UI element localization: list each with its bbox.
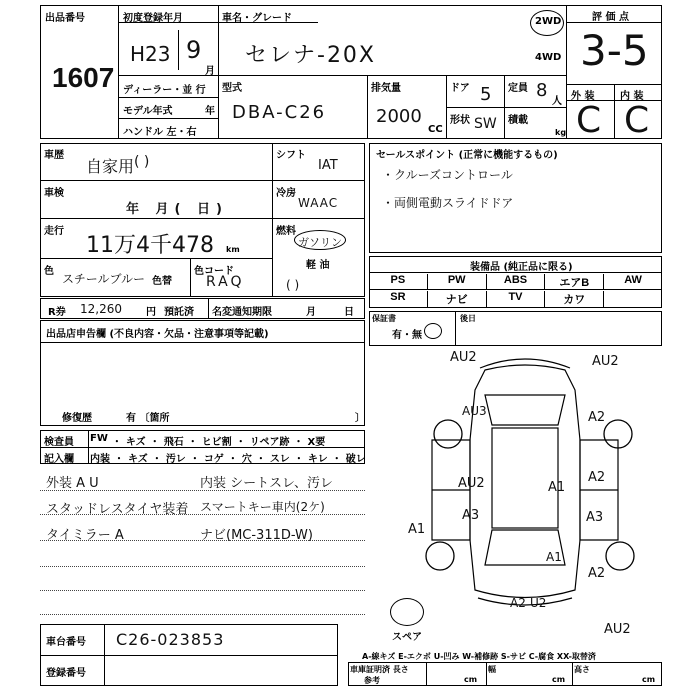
- displacement-unit: CC: [428, 124, 443, 135]
- entry-item: 破レ: [345, 454, 366, 465]
- divider: [178, 30, 179, 70]
- mark-right-rear-door: A3: [586, 510, 604, 525]
- shift-value: IAT: [318, 158, 338, 173]
- history-paren: ( ): [134, 154, 150, 170]
- legend-unit-3: cm: [642, 675, 656, 684]
- repair-value: 有 〔箇所: [126, 413, 170, 424]
- divider: [218, 5, 219, 139]
- dealer-label: ディーラー・並 行: [123, 85, 206, 96]
- capacity-value: 8: [536, 80, 548, 101]
- after-label: 後日: [460, 314, 476, 323]
- inspection-text: 年 月( 日): [126, 202, 228, 217]
- mark-right-front-door: A2: [588, 470, 606, 485]
- chassis-value: C26-023853: [116, 630, 225, 649]
- repair-close: 〕: [355, 413, 365, 424]
- warranty-value: 有・無: [392, 330, 422, 341]
- entry-item: キズ: [128, 454, 148, 465]
- history-label: 車歴: [44, 150, 64, 161]
- mark-left-side: A1: [408, 522, 426, 537]
- interior-label: 内 装: [620, 91, 644, 102]
- repair-label: 修復歴: [62, 413, 92, 424]
- entry-item: キレ: [307, 454, 328, 465]
- divider: [118, 97, 218, 98]
- transfer-day: 日: [344, 307, 354, 318]
- divider: [88, 430, 89, 464]
- remark-line: [40, 590, 365, 591]
- shift-label: シフト: [276, 150, 306, 161]
- entry-item: 穴: [241, 454, 252, 465]
- divider: [272, 180, 365, 181]
- interior-grade: C: [624, 100, 650, 141]
- entry-label: 記入欄: [44, 454, 74, 465]
- divider: [486, 662, 487, 686]
- color-label: 色: [44, 266, 54, 277]
- inspector-item: 飛石: [163, 437, 184, 448]
- separator: ・: [255, 454, 266, 465]
- legend-text: A-線キズ E-エクボ U-凹み W-補修跡 S-サビ C-腐食 XX-取替済: [362, 652, 596, 661]
- equipment-item: エアB: [545, 274, 604, 290]
- inspector-items: [90, 433, 365, 448]
- equipment-item: PW: [428, 274, 487, 290]
- drive-4wd: 4WD: [535, 52, 562, 63]
- remark-line: [40, 566, 365, 567]
- color-change-label: 色替: [152, 276, 172, 287]
- remark-1: 外装 A U: [46, 476, 99, 491]
- inspector-item: リペア跡: [249, 437, 290, 448]
- separator: ・: [111, 437, 122, 448]
- mark-rear-bumper: AU2: [604, 622, 631, 637]
- score: 3-5: [580, 26, 649, 75]
- separator: ・: [235, 437, 246, 448]
- doors-value: 5: [480, 84, 492, 105]
- load-unit: kg: [555, 128, 567, 137]
- mark-rear-1: A2: [510, 596, 526, 610]
- mark-rear-2: U2: [530, 596, 547, 610]
- divider: [566, 84, 662, 85]
- warranty-label: 保証書: [372, 314, 396, 323]
- handle-label: ハンドル 左・右: [123, 127, 197, 138]
- color-code-value: RAQ: [206, 274, 245, 290]
- separator: ・: [227, 454, 238, 465]
- reg-era: H23: [130, 42, 171, 66]
- divider: [455, 311, 456, 346]
- drive-2wd: 2WD: [535, 16, 562, 27]
- legend-height: 高さ: [574, 665, 590, 674]
- fuel-gas-circle: [294, 230, 346, 250]
- equipment-item: カワ: [545, 291, 604, 307]
- mileage-value: 11万4千478: [86, 233, 214, 258]
- lot-number: 1607: [52, 62, 115, 93]
- inspector-item: ヒビ割: [201, 437, 232, 448]
- mark-rear-window: A1: [546, 550, 562, 564]
- shape-value: SW: [474, 116, 497, 132]
- transfer-label: 名変通知期限: [212, 307, 272, 318]
- entry-item: スレ: [269, 454, 290, 465]
- recycle-amount: 12,260: [80, 302, 122, 316]
- inspector-item: キズ: [125, 437, 146, 448]
- divider: [118, 75, 566, 76]
- legend-width: 幅: [488, 665, 496, 674]
- equipment-item: [604, 291, 662, 307]
- equipment-item: PS: [369, 274, 428, 290]
- divider: [272, 143, 273, 297]
- legend-length: 車庫証明済 長さ: [350, 665, 409, 674]
- separator: ・: [151, 454, 162, 465]
- divider: [40, 218, 272, 219]
- divider: [40, 342, 365, 343]
- equipment-row-1: [369, 274, 662, 290]
- recycle-amount-unit: 円: [146, 307, 156, 318]
- equipment-item: SR: [369, 291, 428, 307]
- color-code-label: 色コード: [194, 266, 234, 277]
- equipment-item: ナビ: [428, 291, 487, 307]
- load-label: 積載: [508, 115, 528, 126]
- inspection-label: 車検: [44, 188, 64, 199]
- reg-label: 初度登録年月: [123, 13, 183, 24]
- type-label: 型式: [222, 83, 242, 94]
- spare-tire-circle: [390, 598, 424, 626]
- displacement-value: 2000: [376, 106, 422, 127]
- mark-front-left: AU2: [450, 350, 477, 365]
- mark-left-front-door: AU2: [458, 476, 485, 491]
- color-value: スチールブルー: [62, 272, 146, 286]
- mark-left-rear-door: A3: [462, 508, 480, 523]
- remark-3: スタッドレスタイヤ装着: [46, 502, 189, 517]
- divider: [572, 662, 573, 686]
- separator: ・: [114, 454, 124, 465]
- car-label: 車名・グレード: [222, 13, 292, 24]
- divider: [104, 624, 105, 686]
- legend-unit-2: cm: [552, 675, 566, 684]
- divider: [272, 218, 365, 219]
- model-year-label: モデル年式: [123, 106, 173, 117]
- mark-left-fender: AU3: [462, 404, 487, 418]
- spare-label: スペア: [392, 632, 422, 643]
- type-value: DBA-C26: [232, 102, 327, 123]
- mileage-label: 走行: [44, 226, 64, 237]
- equipment-title: 装備品 (純正品に限る): [470, 262, 573, 273]
- fuel-gas: ガソリン: [298, 236, 342, 249]
- inspector-item: FW: [90, 433, 108, 444]
- car-name: セレナ-20X: [245, 43, 377, 68]
- mileage-unit: km: [226, 245, 240, 254]
- remark-5: タイミラー A: [46, 528, 124, 543]
- aircon-label: 冷房: [276, 188, 296, 199]
- legend-ref: 参考: [364, 676, 380, 685]
- chassis-label: 車台番号: [46, 637, 86, 648]
- mark-roof: A1: [548, 480, 566, 495]
- remark-4: スマートキー車内(2ケ): [200, 500, 325, 514]
- recycle-label: R券: [48, 307, 66, 318]
- mark-right-fender: A2: [588, 410, 606, 425]
- reg-month: 9: [186, 36, 202, 64]
- sales-point-2: ・両側電動スライドドア: [382, 196, 514, 210]
- mark-right-rear: A2: [588, 566, 606, 581]
- car-diagram: [390, 350, 665, 620]
- separator: ・: [293, 454, 304, 465]
- divider: [614, 84, 615, 139]
- separator: ・: [187, 437, 198, 448]
- transfer-month: 月: [306, 307, 316, 318]
- model-year-unit: 年: [205, 106, 215, 117]
- separator: ・: [331, 454, 342, 465]
- displacement-label: 排気量: [371, 83, 401, 94]
- remark-6: ナビ(MC-311D-W): [200, 528, 313, 543]
- exterior-label: 外 装: [571, 91, 595, 102]
- remark-2: 内装 シートスレ、汚レ: [200, 476, 333, 491]
- recycle-deposit: 預託済: [164, 307, 194, 318]
- shape-label: 形状: [450, 115, 470, 126]
- entry-items: [90, 450, 365, 465]
- doors-label: ドア: [450, 83, 470, 94]
- inspector-label: 検査員: [44, 437, 74, 448]
- fuel-paren: ( ): [286, 278, 300, 292]
- legend-unit-1: cm: [464, 675, 478, 684]
- equipment-item: ABS: [487, 274, 546, 290]
- mark-front-right: AU2: [592, 354, 619, 369]
- sales-points-title: セールスポイント (正常に機能するもの): [376, 150, 558, 161]
- entry-item: 内装: [90, 454, 110, 465]
- divider: [118, 118, 218, 119]
- divider: [446, 107, 566, 108]
- divider: [566, 5, 567, 139]
- divider: [426, 662, 427, 686]
- remark-line: [40, 614, 365, 615]
- divider: [40, 180, 272, 181]
- history-value: 自家用: [86, 157, 135, 176]
- score-label: 評 価 点: [592, 12, 629, 23]
- registration-label: 登録番号: [46, 668, 86, 679]
- seller-notes-title: 出品店申告欄 (不良内容・欠品・注意事項等記載): [46, 329, 269, 340]
- lot-label: 出品番号: [45, 13, 85, 24]
- aircon-value: WAAC: [298, 196, 339, 210]
- entry-item: コゲ: [203, 454, 224, 465]
- warranty-none-circle: [424, 323, 442, 339]
- capacity-unit: 人: [552, 96, 562, 107]
- equipment-item: AW: [624, 274, 642, 286]
- separator: ・: [149, 437, 160, 448]
- equipment-row-2: [369, 291, 662, 307]
- divider: [208, 298, 209, 319]
- exterior-grade: C: [576, 100, 602, 141]
- divider: [190, 258, 191, 297]
- divider: [40, 655, 338, 656]
- reg-month-unit: 月: [205, 66, 215, 77]
- inspector-item: X要: [307, 437, 326, 448]
- fuel-label: 燃料: [276, 226, 296, 237]
- fuel-light: 軽 油: [306, 260, 330, 271]
- separator: ・: [293, 437, 304, 448]
- entry-item: 汚レ: [165, 454, 186, 465]
- divider: [367, 75, 368, 139]
- equipment-item: TV: [487, 291, 546, 307]
- capacity-label: 定員: [508, 83, 528, 94]
- sales-point-1: ・クルーズコントロール: [382, 168, 513, 182]
- separator: ・: [189, 454, 200, 465]
